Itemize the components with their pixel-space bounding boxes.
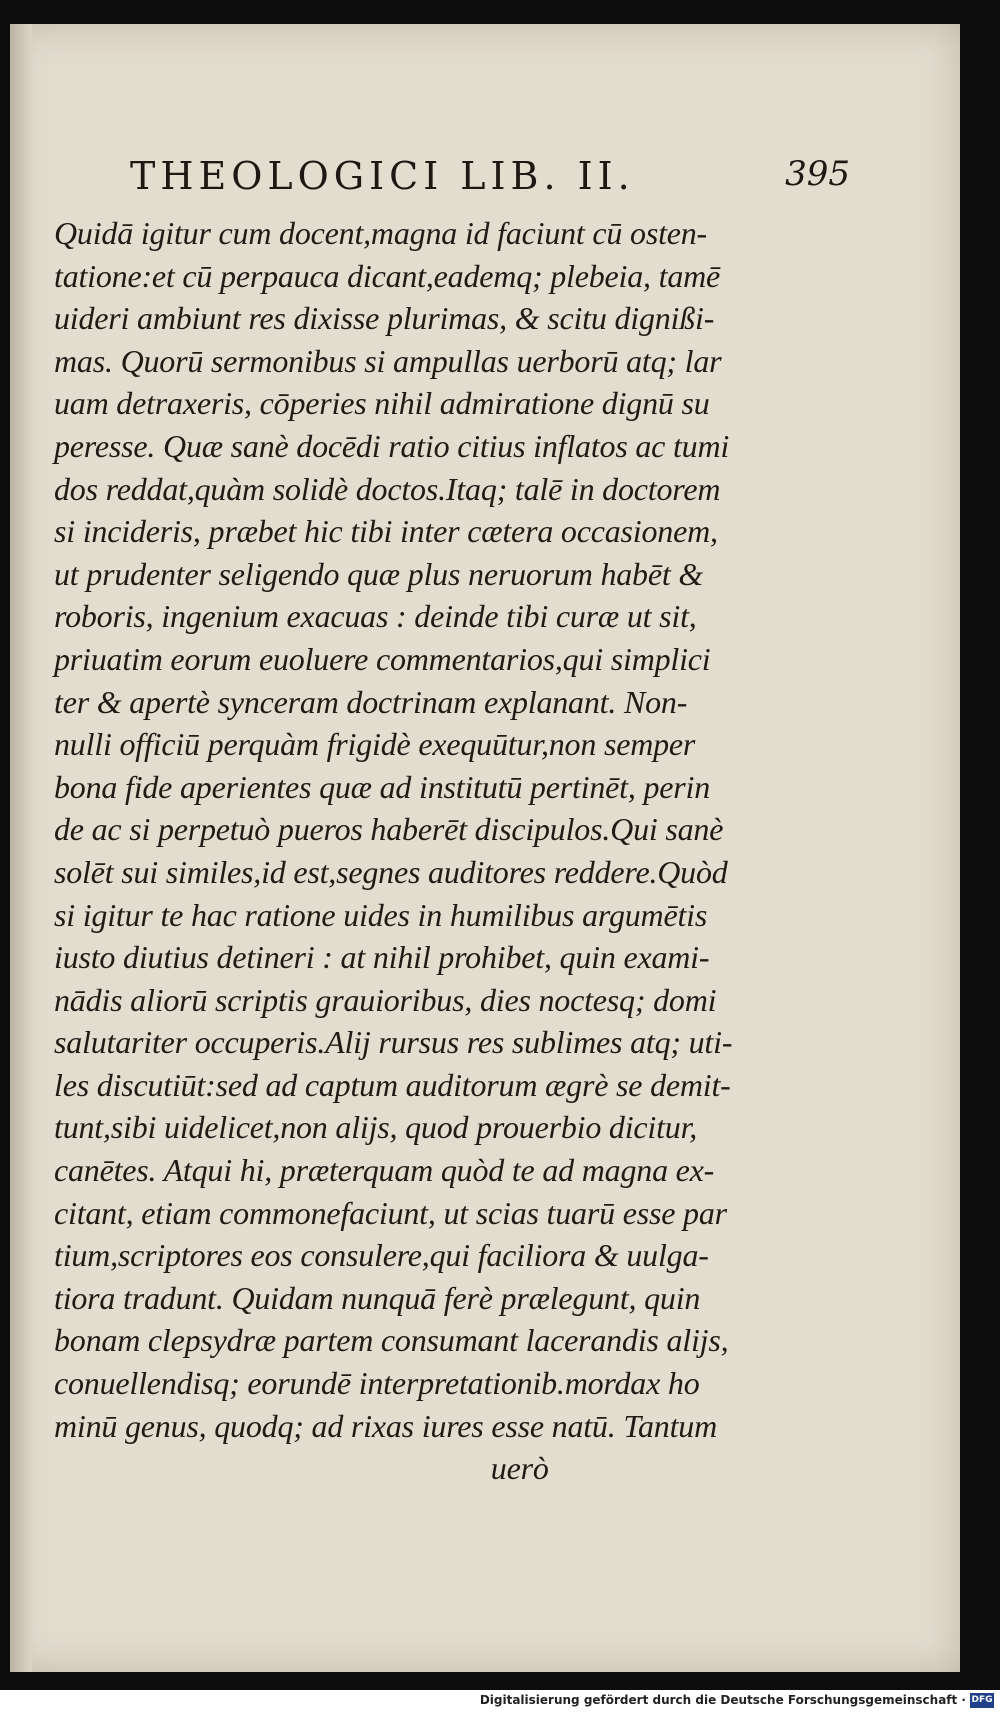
text-line: solēt sui similes,id est,segnes auditores reddere.Quòd xyxy=(54,853,728,890)
text-line: priuatim eorum euoluere commentarios,qui simplici xyxy=(54,640,711,677)
text-line: bona fide aperientes quæ ad institutū pertinēt, perin xyxy=(54,768,711,805)
book-page xyxy=(10,24,960,1672)
text-line: salutariter occuperis.Alij rursus res sublimes atq; uti- xyxy=(54,1024,733,1061)
text-line: mas. Quorū sermonibus si ampullas uerborū atq; lar xyxy=(54,342,722,379)
text-line: minū genus, quodq; ad rixas iures esse natū. Tantum xyxy=(54,1407,717,1444)
catchword: uerò xyxy=(54,1450,549,1487)
text-line: tiora tradunt. Quidam nunquā ferè prælegunt, quin xyxy=(54,1279,701,1316)
text-line: si igitur te hac ratione uides in humilibus argumētis xyxy=(54,896,708,933)
text-line: ut prudenter seligendo quæ plus neruorum habēt & xyxy=(54,555,704,592)
text-line: ter & apertè synceram doctrinam explanant. Non- xyxy=(54,683,688,720)
text-line: peresse. Quæ sanè docēdi ratio citius inflatos ac tumi xyxy=(54,427,730,464)
text-line: tium,scriptores eos consulere,qui faciliora & uulga- xyxy=(54,1237,709,1274)
text-line: roboris, ingenium exacuas : deinde tibi curæ ut sit, xyxy=(54,598,697,635)
text-line: si incideris, præbet hic tibi inter cætera occasionem, xyxy=(54,513,718,550)
text-line: iusto diutius detineri : at nihil prohibet, quin exami- xyxy=(54,939,710,976)
body-text xyxy=(54,212,774,1490)
text-line: canētes. Atqui hi, præterquam quòd te ad magna ex- xyxy=(54,1152,715,1189)
text-line: nādis aliorū scriptis grauioribus, dies noctesq; domi xyxy=(54,981,717,1018)
text-line: les discutiūt:sed ad captum auditorum ægrè se demit- xyxy=(54,1066,731,1103)
text-line: conuellendisq; eorundē interpretationib.mordax ho xyxy=(54,1365,700,1402)
text-line: dos reddat,quàm solidè doctos.Itaq; talē in doctorem xyxy=(54,470,721,507)
running-head: THEOLOGICI LIB. II. xyxy=(130,154,635,198)
page-number: 395 xyxy=(785,154,850,194)
text-line: de ac si perpetuò pueros haberēt discipulos.Qui sanè xyxy=(54,811,724,848)
footer-credit: Digitalisierung gefördert durch die Deutsche Forschungsgemeinschaft · xyxy=(479,1693,966,1707)
text-line: bonam clepsydræ partem consumant lacerandis alijs, xyxy=(54,1322,729,1359)
page-header xyxy=(130,154,850,210)
digitization-footer xyxy=(0,1690,1000,1713)
page-edge xyxy=(10,24,32,1672)
text-line: tunt,sibi uidelicet,non alijs, quod prouerbio dicitur, xyxy=(54,1109,698,1146)
text-line: nulli officiū perquàm frigidè exequūtur,non semper xyxy=(54,726,696,763)
text-line: Quidā igitur cum docent,magna id faciunt cū osten- xyxy=(54,215,708,251)
dfg-logo-icon: DFG xyxy=(970,1693,994,1708)
text-line: citant, etiam commonefaciunt, ut scias tuarū esse par xyxy=(54,1194,727,1231)
text-line: tatione:et cū perpauca dicant,eademq; plebeia, tamē xyxy=(54,257,721,294)
text-line: uam detraxeris, cōperies nihil admiratione dignū su xyxy=(54,385,710,422)
text-line: uideri ambiunt res dixisse plurimas, & scitu dignißi- xyxy=(54,300,715,337)
